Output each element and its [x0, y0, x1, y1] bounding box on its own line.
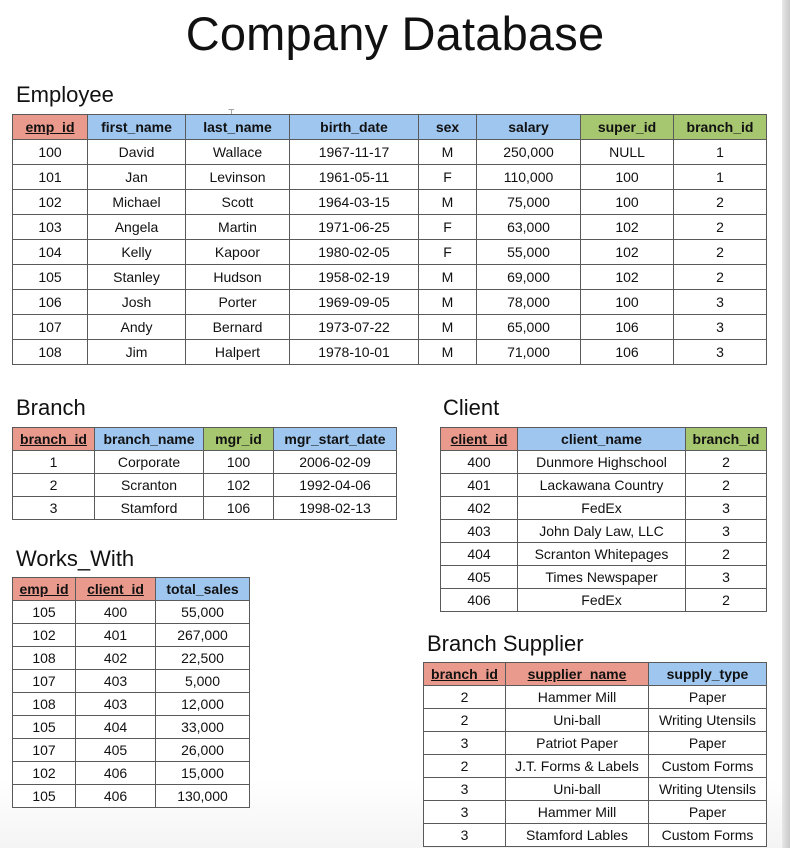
column-header-branch-id: branch_id — [686, 428, 767, 451]
table-cell: 105 — [13, 785, 76, 808]
table-cell: 3 — [686, 566, 767, 589]
table-cell: 402 — [441, 497, 518, 520]
table-cell: Paper — [649, 686, 767, 709]
table-cell: M — [419, 315, 477, 340]
table-cell: 403 — [76, 670, 156, 693]
table-cell: FedEx — [518, 497, 686, 520]
table-row — [13, 140, 767, 165]
table-cell: 3 — [674, 290, 767, 315]
table-cell: 102 — [13, 624, 76, 647]
table-cell: 2 — [674, 215, 767, 240]
table-cell: 101 — [13, 165, 88, 190]
table-cell: Porter — [186, 290, 290, 315]
table-cell: 2 — [674, 190, 767, 215]
table-cell: Uni-ball — [506, 778, 649, 801]
table-row — [441, 543, 767, 566]
table-cell: 106 — [581, 340, 674, 365]
table-cell: Levinson — [186, 165, 290, 190]
table-row — [13, 240, 767, 265]
table-cell: 400 — [76, 601, 156, 624]
table-cell: 1973-07-22 — [290, 315, 419, 340]
table-cell: 105 — [13, 601, 76, 624]
table-cell: 26,000 — [156, 739, 250, 762]
table-row — [441, 566, 767, 589]
table-row — [424, 709, 767, 732]
table-cell: Josh — [88, 290, 186, 315]
table-cell: 2 — [674, 240, 767, 265]
table-cell: 2 — [424, 709, 506, 732]
table-cell: F — [419, 165, 477, 190]
table-cell: Writing Utensils — [649, 709, 767, 732]
table-row — [13, 165, 767, 190]
works-with-table-label: Works_With — [16, 546, 135, 571]
table-cell: 2 — [674, 265, 767, 290]
table-cell: Corporate — [95, 451, 204, 474]
table-cell: 102 — [13, 190, 88, 215]
table-cell: 401 — [76, 624, 156, 647]
table-cell: 2 — [424, 686, 506, 709]
column-header-birth-date: birth_date — [290, 115, 419, 140]
table-cell: 3 — [424, 801, 506, 824]
table-cell: Custom Forms — [649, 755, 767, 778]
table-cell: 1978-10-01 — [290, 340, 419, 365]
column-header-mgr-id: mgr_id — [204, 428, 274, 451]
table-row — [441, 520, 767, 543]
table-cell: 250,000 — [477, 140, 581, 165]
table-row — [13, 716, 250, 739]
table-cell: 1967-11-17 — [290, 140, 419, 165]
table-row — [424, 778, 767, 801]
window-edge — [782, 0, 790, 848]
header-row — [441, 428, 767, 451]
table-cell: 102 — [204, 474, 274, 497]
table-row — [13, 451, 397, 474]
column-header-total-sales: total_sales — [156, 578, 250, 601]
table-cell: 100 — [13, 140, 88, 165]
table-row — [424, 686, 767, 709]
table-cell: 102 — [581, 215, 674, 240]
table-cell: 403 — [441, 520, 518, 543]
table-cell: 130,000 — [156, 785, 250, 808]
table-row — [424, 755, 767, 778]
table-row — [424, 824, 767, 847]
table-cell: 102 — [581, 265, 674, 290]
table-cell: Scranton Whitepages — [518, 543, 686, 566]
table-cell: 55,000 — [156, 601, 250, 624]
column-header-branch-id: branch_id — [13, 428, 95, 451]
table-cell: 1964-03-15 — [290, 190, 419, 215]
table-cell: 102 — [581, 240, 674, 265]
table-cell: 100 — [581, 165, 674, 190]
column-header-emp-id: emp_id — [13, 578, 76, 601]
table-cell: 1 — [674, 165, 767, 190]
table-row — [13, 693, 250, 716]
table-cell: Hammer Mill — [506, 801, 649, 824]
table-row — [13, 670, 250, 693]
table-cell: 267,000 — [156, 624, 250, 647]
table-cell: 15,000 — [156, 762, 250, 785]
column-header-last-name: last_name — [186, 115, 290, 140]
table-cell: 3 — [674, 340, 767, 365]
column-header-branch-id: branch_id — [424, 663, 506, 686]
table-cell: 1992-04-06 — [274, 474, 397, 497]
column-header-client-id: client_id — [76, 578, 156, 601]
table-row — [441, 451, 767, 474]
table-cell: 33,000 — [156, 716, 250, 739]
table-cell: 107 — [13, 739, 76, 762]
table-cell: Andy — [88, 315, 186, 340]
table-row — [424, 732, 767, 755]
works-with-table — [12, 577, 250, 808]
table-cell: Stamford — [95, 497, 204, 520]
table-row — [13, 315, 767, 340]
table-row — [13, 290, 767, 315]
table-row — [13, 215, 767, 240]
table-cell: 105 — [13, 716, 76, 739]
table-cell: 400 — [441, 451, 518, 474]
table-cell: Jan — [88, 165, 186, 190]
column-header-client-name: client_name — [518, 428, 686, 451]
table-cell: 401 — [441, 474, 518, 497]
table-cell: 404 — [441, 543, 518, 566]
table-cell: 2 — [13, 474, 95, 497]
table-cell: 55,000 — [477, 240, 581, 265]
table-cell: 108 — [13, 340, 88, 365]
table-cell: Paper — [649, 801, 767, 824]
table-cell: Stanley — [88, 265, 186, 290]
table-cell: 106 — [13, 290, 88, 315]
table-row — [441, 474, 767, 497]
table-cell: 107 — [13, 315, 88, 340]
branch-supplier-table-label: Branch Supplier — [427, 631, 584, 656]
table-cell: M — [419, 140, 477, 165]
table-row — [13, 190, 767, 215]
branch-table-label: Branch — [16, 395, 86, 420]
table-cell: 22,500 — [156, 647, 250, 670]
table-row — [13, 647, 250, 670]
table-cell: 402 — [76, 647, 156, 670]
table-cell: 3 — [424, 732, 506, 755]
table-cell: 1980-02-05 — [290, 240, 419, 265]
table-cell: 2 — [424, 755, 506, 778]
table-row — [13, 624, 250, 647]
table-cell: 3 — [686, 520, 767, 543]
table-cell: M — [419, 265, 477, 290]
table-cell: Paper — [649, 732, 767, 755]
branch-table — [12, 427, 397, 520]
table-cell: 107 — [13, 670, 76, 693]
table-cell: 1 — [674, 140, 767, 165]
table-row — [441, 589, 767, 612]
table-cell: 1958-02-19 — [290, 265, 419, 290]
table-cell: 1961-05-11 — [290, 165, 419, 190]
client-table — [440, 427, 767, 612]
table-cell: 110,000 — [477, 165, 581, 190]
table-cell: Angela — [88, 215, 186, 240]
table-cell: 108 — [13, 647, 76, 670]
table-cell: 1 — [13, 451, 95, 474]
table-cell: 406 — [76, 762, 156, 785]
table-cell: 12,000 — [156, 693, 250, 716]
table-cell: 100 — [204, 451, 274, 474]
table-cell: 75,000 — [477, 190, 581, 215]
table-cell: Writing Utensils — [649, 778, 767, 801]
client-table-label: Client — [443, 395, 500, 420]
table-cell: F — [419, 240, 477, 265]
table-cell: Stamford Lables — [506, 824, 649, 847]
table-cell: Kapoor — [186, 240, 290, 265]
table-cell: M — [419, 290, 477, 315]
table-cell: 63,000 — [477, 215, 581, 240]
table-cell: 1969-09-05 — [290, 290, 419, 315]
table-cell: Lackawana Country — [518, 474, 686, 497]
table-cell: M — [419, 190, 477, 215]
table-cell: 406 — [441, 589, 518, 612]
column-header-sex: sex — [419, 115, 477, 140]
table-cell: 3 — [13, 497, 95, 520]
table-cell: Michael — [88, 190, 186, 215]
table-row — [13, 265, 767, 290]
header-row — [424, 663, 767, 686]
table-row — [424, 801, 767, 824]
table-row — [13, 762, 250, 785]
table-cell: 78,000 — [477, 290, 581, 315]
table-row — [13, 474, 397, 497]
table-cell: F — [419, 215, 477, 240]
table-cell: 405 — [76, 739, 156, 762]
table-cell: 108 — [13, 693, 76, 716]
table-row — [13, 601, 250, 624]
table-cell: M — [419, 340, 477, 365]
table-cell: Wallace — [186, 140, 290, 165]
table-cell: FedEx — [518, 589, 686, 612]
table-cell: 71,000 — [477, 340, 581, 365]
table-cell: Times Newspaper — [518, 566, 686, 589]
column-header-first-name: first_name — [88, 115, 186, 140]
table-cell: 2 — [686, 451, 767, 474]
table-cell: Halpert — [186, 340, 290, 365]
table-cell: 2006-02-09 — [274, 451, 397, 474]
column-header-super-id: super_id — [581, 115, 674, 140]
table-cell: 405 — [441, 566, 518, 589]
table-cell: 5,000 — [156, 670, 250, 693]
table-cell: Uni-ball — [506, 709, 649, 732]
table-cell: 65,000 — [477, 315, 581, 340]
column-header-branch-id: branch_id — [674, 115, 767, 140]
header-row — [13, 115, 767, 140]
branch-supplier-table — [423, 662, 767, 847]
table-cell: J.T. Forms & Labels — [506, 755, 649, 778]
table-cell: Jim — [88, 340, 186, 365]
table-cell: Custom Forms — [649, 824, 767, 847]
table-cell: Hammer Mill — [506, 686, 649, 709]
table-row — [441, 497, 767, 520]
table-cell: John Daly Law, LLC — [518, 520, 686, 543]
table-cell: 2 — [686, 543, 767, 566]
header-row — [13, 578, 250, 601]
table-cell: Dunmore Highschool — [518, 451, 686, 474]
table-row — [13, 340, 767, 365]
table-cell: 3 — [424, 824, 506, 847]
table-cell: 106 — [204, 497, 274, 520]
column-header-supply-type: supply_type — [649, 663, 767, 686]
column-header-branch-name: branch_name — [95, 428, 204, 451]
table-cell: 3 — [424, 778, 506, 801]
table-cell: 100 — [581, 290, 674, 315]
table-cell: 403 — [76, 693, 156, 716]
table-cell: David — [88, 140, 186, 165]
table-cell: 103 — [13, 215, 88, 240]
table-cell: 1971-06-25 — [290, 215, 419, 240]
table-cell: Scranton — [95, 474, 204, 497]
table-cell: 104 — [13, 240, 88, 265]
table-row — [13, 739, 250, 762]
column-header-emp-id: emp_id — [13, 115, 88, 140]
table-cell: 404 — [76, 716, 156, 739]
table-cell: Scott — [186, 190, 290, 215]
header-row — [13, 428, 397, 451]
employee-table-label: Employee — [16, 82, 114, 107]
table-cell: 102 — [13, 762, 76, 785]
table-cell: Kelly — [88, 240, 186, 265]
column-header-client-id: client_id — [441, 428, 518, 451]
table-cell: 1998-02-13 — [274, 497, 397, 520]
table-cell: 100 — [581, 190, 674, 215]
table-row — [13, 785, 250, 808]
column-header-mgr-start-date: mgr_start_date — [274, 428, 397, 451]
table-cell: Martin — [186, 215, 290, 240]
column-header-salary: salary — [477, 115, 581, 140]
table-cell: 69,000 — [477, 265, 581, 290]
table-cell: 3 — [686, 497, 767, 520]
table-cell: 105 — [13, 265, 88, 290]
table-cell: Bernard — [186, 315, 290, 340]
column-header-supplier-name: supplier_name — [506, 663, 649, 686]
employee-table — [12, 114, 767, 365]
table-row — [13, 497, 397, 520]
table-cell: NULL — [581, 140, 674, 165]
table-cell: 106 — [581, 315, 674, 340]
page-title: Company Database — [185, 7, 605, 60]
table-cell: 2 — [686, 474, 767, 497]
table-cell: 406 — [76, 785, 156, 808]
table-cell: Patriot Paper — [506, 732, 649, 755]
table-cell: 3 — [674, 315, 767, 340]
table-cell: Hudson — [186, 265, 290, 290]
table-cell: 2 — [686, 589, 767, 612]
